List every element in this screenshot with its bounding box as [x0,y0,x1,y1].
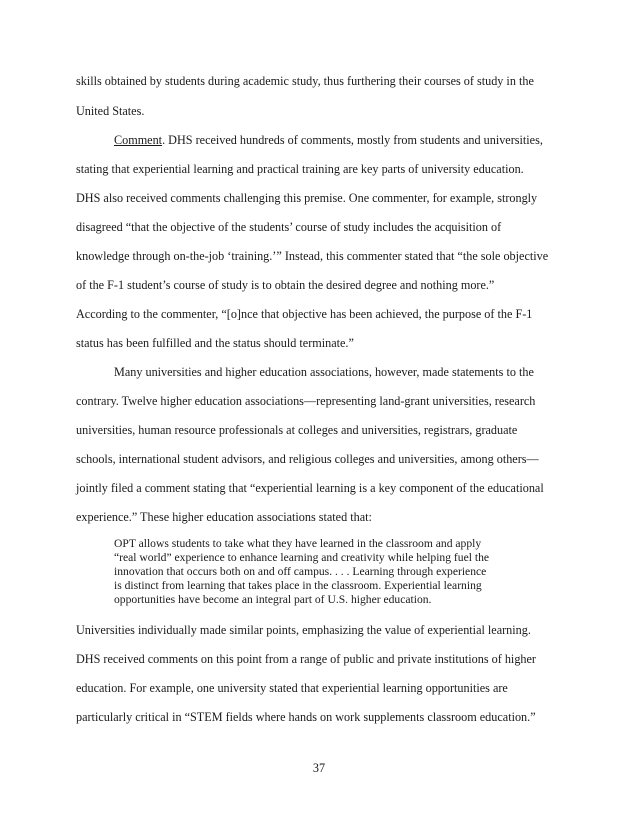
block-quote-line: is distinct from learning that takes place in the classroom. Experiential learning [114,579,482,592]
paragraph-3-line: Many universities and higher education associations, however, made statements to the [114,365,534,379]
paragraph-4-line: DHS received comments on this point from a range of public and private institutions of higher [76,652,536,666]
paragraph-1-line: United States. [76,104,145,118]
paragraph-3-line: universities, human resource professionals at colleges and universities, registrars, graduate [76,423,518,437]
paragraph-3-line: experience.” These higher education associations stated that: [76,510,372,524]
block-quote-line: innovation that occurs both on and off campus. . . . Learning through experience [114,565,487,578]
paragraph-2-line: stating that experiential learning and practical training are key parts of university education. [76,162,524,176]
paragraph-2-line: According to the commenter, “[o]nce that objective has been achieved, the purpose of the F-1 [76,307,533,321]
paragraph-2-line: of the F-1 student’s course of study is to obtain the desired degree and nothing more.” [76,278,495,292]
paragraph-2-line: disagreed “that the objective of the students’ course of study includes the acquisition of [76,220,502,234]
block-quote-line: OPT allows students to take what they have learned in the classroom and apply [114,537,482,550]
comment-heading: Comment [114,133,163,147]
paragraph-2-first-line-text: . DHS received hundreds of comments, mostly from students and universities, [162,133,543,147]
block-quote-line: opportunities have become an integral part of U.S. higher education. [114,593,432,606]
page-number: 37 [312,761,326,775]
paragraph-1-line: skills obtained by students during academic study, thus furthering their courses of study in the [76,74,534,88]
paragraph-3-line: schools, international student advisors, and religious colleges and universities, among others— [76,452,539,466]
paragraph-3-line: jointly filed a comment stating that “experiential learning is a key component of the educational [76,481,544,495]
paragraph-4-line: education. For example, one university stated that experiential learning opportunities are [76,681,508,695]
paragraph-2-line: knowledge through on-the-job ‘training.’” Instead, this commenter stated that “the sole objective [76,249,549,263]
paragraph-2-line: status has been fulfilled and the status should terminate.” [76,336,354,350]
paragraph-2-line: DHS also received comments challenging this premise. One commenter, for example, strongly [76,191,538,205]
paragraph-2-first-line [114,133,566,147]
paragraph-4-line: Universities individually made similar points, emphasizing the value of experiential learning. [76,623,531,637]
paragraph-4-line: particularly critical in “STEM fields where hands on work supplements classroom education.” [76,710,536,724]
paragraph-3-line: contrary. Twelve higher education associations—representing land-grant universities, research [76,394,536,408]
block-quote-line: “real world” experience to enhance learning and creativity while helping fuel the [114,551,490,564]
